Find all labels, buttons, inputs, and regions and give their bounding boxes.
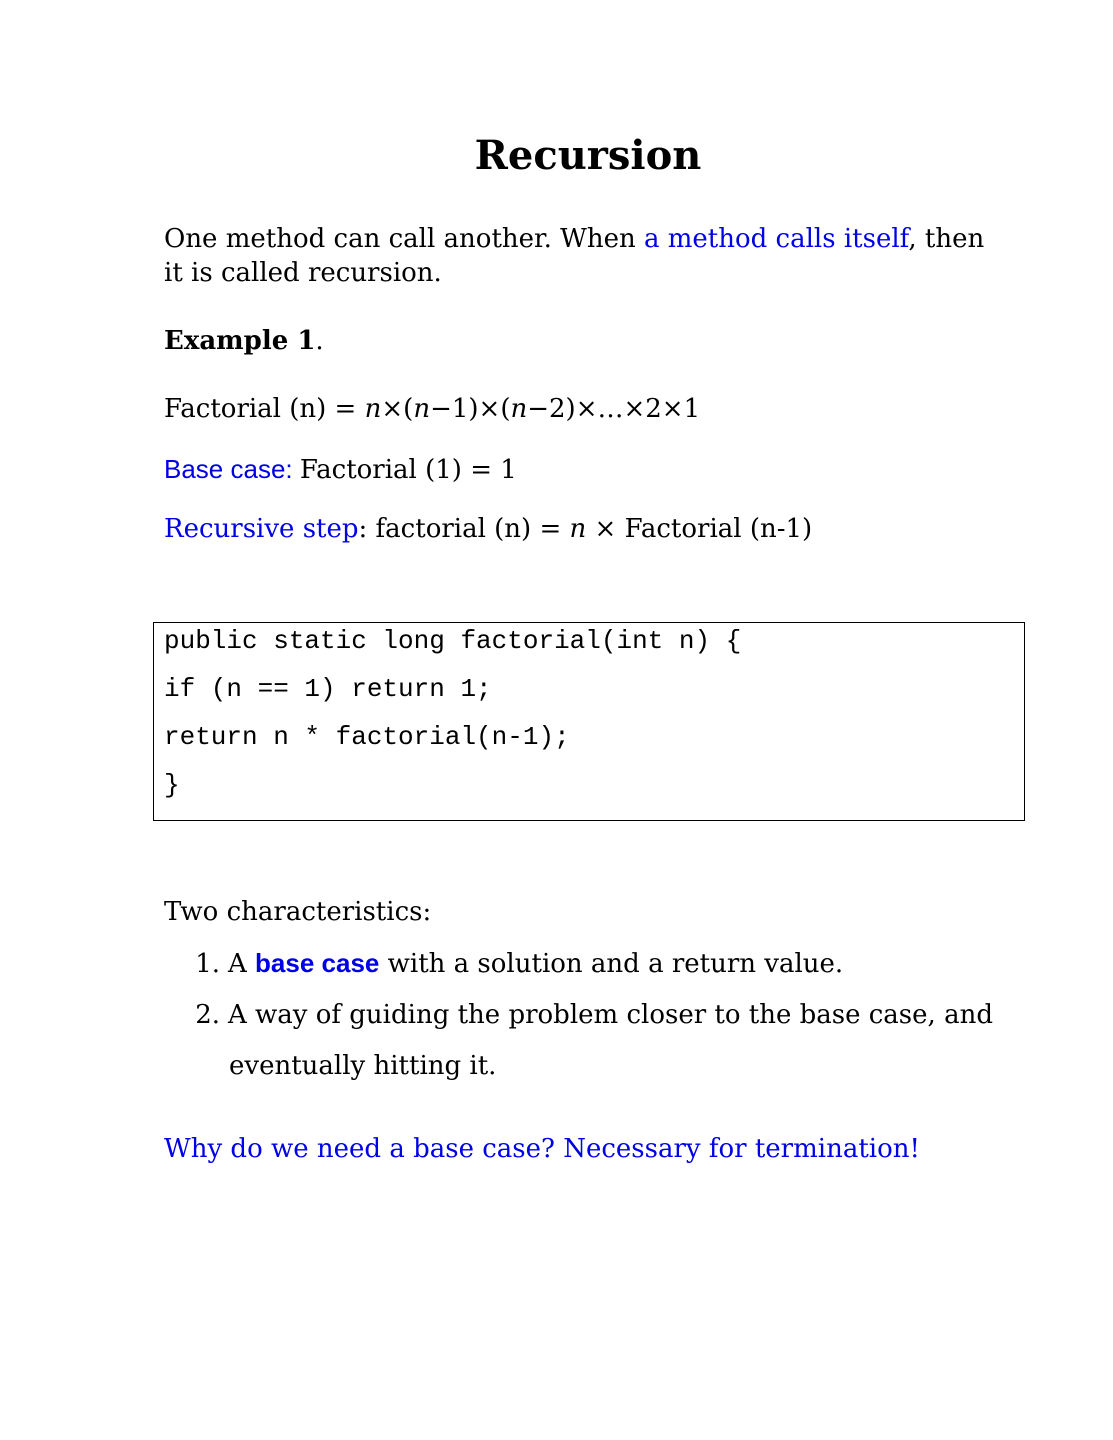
base-case-line: [164, 452, 517, 487]
item2-line-1: A way of guiding the problem closer to the base case, and: [228, 1000, 993, 1030]
example-label: Example 1: [164, 326, 316, 356]
intro-highlight: a method calls itself: [643, 224, 909, 254]
recursive-step-n: n: [569, 514, 587, 544]
closing-question: Why do we need a base case? Necessary for termination!: [164, 1134, 920, 1164]
intro-line-1: [164, 222, 984, 256]
code-line: return n * factorial(n-1);: [164, 722, 570, 752]
code-line: if (n == 1) return 1;: [164, 674, 492, 704]
recursive-step-text-2: × Factorial (n-1): [586, 514, 813, 544]
formula-t1: ×(: [381, 394, 414, 424]
item1-post: with a solution and a return value.: [379, 949, 844, 979]
recursive-step-label: Recursive step: [164, 514, 359, 544]
intro-text-2: , then: [908, 224, 985, 254]
characteristics-heading: Two characteristics:: [164, 897, 432, 927]
factorial-formula: [164, 392, 700, 426]
base-case-label: Base case:: [164, 454, 300, 484]
recursive-step-line: [164, 512, 812, 546]
formula-n3: n: [510, 394, 528, 424]
example-dot: .: [315, 326, 324, 356]
example-heading: [164, 324, 324, 358]
page-title: Recursion: [474, 132, 702, 179]
list-item: [188, 998, 993, 1032]
formula-t2: −1)×(: [430, 394, 511, 424]
list-number: 2.: [195, 1000, 220, 1030]
recursive-step-text-1: : factorial (n) =: [358, 514, 570, 544]
base-case-text: Factorial (1) = 1: [299, 455, 517, 485]
item2-line-2: eventually hitting it.: [229, 1051, 497, 1081]
item1-pre: A: [228, 949, 256, 979]
item1-bold: base case: [255, 948, 380, 978]
code-line: }: [164, 770, 180, 800]
list-number: 1.: [195, 949, 220, 979]
code-line: public static long factorial(int n) {: [164, 626, 742, 656]
list-item: [188, 946, 843, 981]
formula-t3: −2)×…×2×1: [527, 394, 701, 424]
formula-n2: n: [413, 394, 431, 424]
intro-text-1: One method can call another. When: [164, 224, 644, 254]
formula-n1: n: [364, 394, 382, 424]
formula-lhs: Factorial (n) =: [164, 394, 365, 424]
intro-line-2: it is called recursion.: [164, 258, 442, 288]
